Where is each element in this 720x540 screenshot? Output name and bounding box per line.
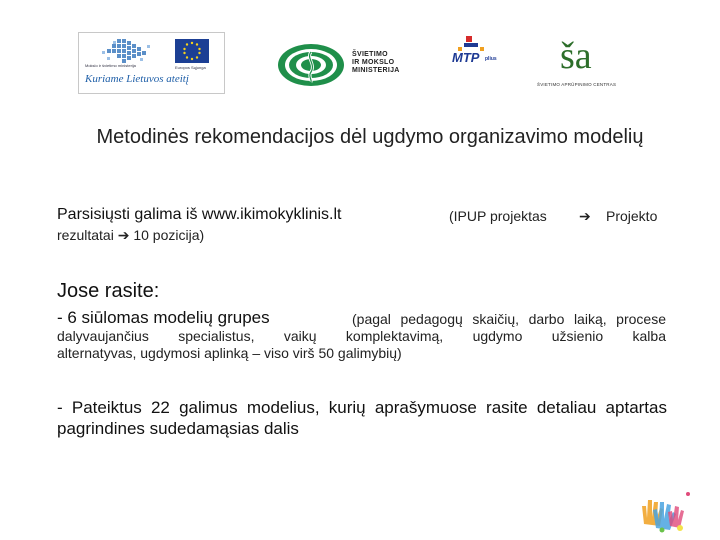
ministry-logo	[276, 42, 404, 88]
ministry-name	[352, 51, 400, 75]
arrow-right-icon: ➔	[579, 208, 591, 224]
ssa-monogram: ša	[560, 35, 592, 77]
download-line-2-end: 10 pozicija)	[133, 227, 205, 243]
ministry-emblem-icon	[276, 42, 346, 88]
ssa-caption: ŠVIETIMO APRŪPINIMO CENTRAS	[537, 82, 617, 87]
page-title: Metodinės rekomendacijos dėl ugdymo organizavimo modelių	[96, 126, 644, 148]
download-end	[606, 208, 657, 224]
download-end-text: Projekto	[606, 208, 658, 224]
ministry-line-1: ŠVIETIMO	[352, 51, 388, 58]
item1-line-3: alternatyvas, ugdymosi aplinką – viso virš 50 galimybių)	[57, 345, 402, 361]
download-paren	[449, 208, 547, 224]
download-arrow-1	[579, 208, 591, 225]
mtp-text: MTP	[452, 50, 480, 65]
section-heading: Jose rasite:	[57, 280, 160, 302]
colorful-hands-icon	[636, 484, 696, 534]
ssa-logo	[532, 32, 642, 92]
kuriame-lietuvos-ateiti-logo	[78, 32, 225, 94]
mtp-plius-logo	[440, 32, 518, 92]
arrow-right-icon: ➔	[117, 227, 130, 243]
eu-flag-icon	[175, 39, 209, 63]
item1-lead: - 6 siūlomas modelių grupes	[57, 308, 270, 327]
download-line-1	[57, 206, 342, 224]
ministry-line-3: MINISTERIJA	[352, 67, 400, 74]
logo1-caption: Mokslo ir švietimo ministerija	[85, 63, 136, 68]
slogan: Kuriame Lietuvos ateitį	[85, 73, 189, 85]
download-line-2-text: rezultatai	[57, 227, 114, 243]
item2-text: - Pateiktus 22 galimus modelius, kurių aprašymuose rasite detaliau aptartas pagrindines sudedamąsias dalis	[57, 398, 667, 438]
download-paren-text: (IPUP projektas	[449, 208, 547, 224]
mtp-plius-text: plius	[485, 56, 497, 62]
download-line-2	[57, 227, 204, 244]
download-main-text: Parsisiųsti galima iš www.ikimokyklinis.lt	[57, 206, 342, 223]
ministry-line-2: IR MOKSLO	[352, 59, 395, 66]
eu-caption: Europos Sąjunga	[175, 65, 206, 70]
item1-rest: (pagal pedagogų skaičių, darbo laiką, procese	[352, 311, 666, 327]
item1-line-2: dalyvaujančius specialistus, vaikų komplektavimą, ugdymo užsienio kalba	[57, 328, 666, 344]
